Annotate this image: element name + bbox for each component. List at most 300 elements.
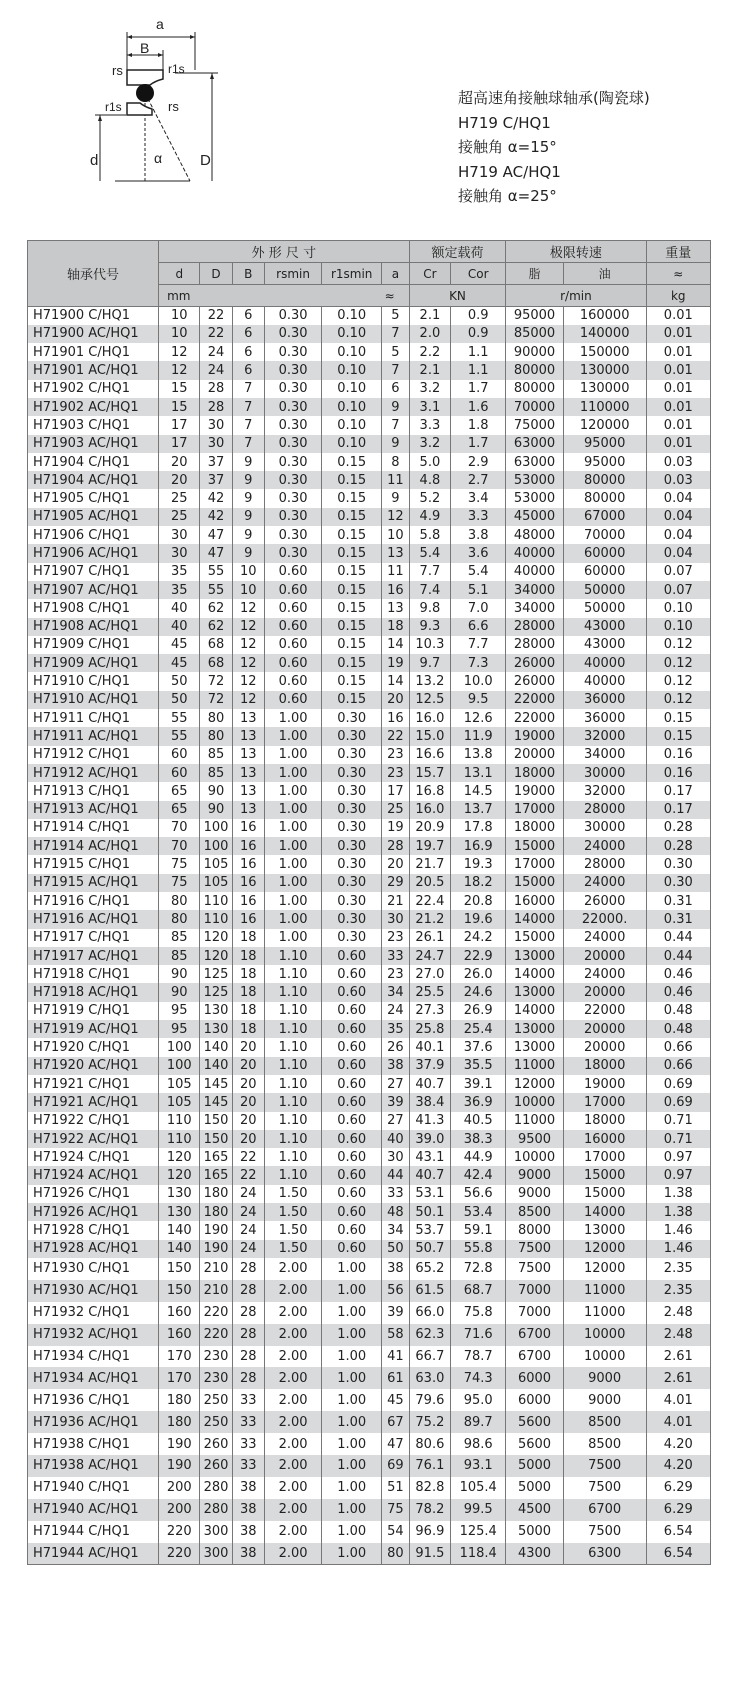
cell-speed-oil: 6700 [563,1499,646,1521]
cell-load-cr: 7.7 [409,563,450,581]
unit-mm: mm [167,288,191,303]
cell-width-B: 9 [232,526,264,544]
cell-load-cr: 16.0 [409,801,450,819]
cell-width-B: 7 [232,416,264,434]
cell-width-B: 38 [232,1499,264,1521]
cell-weight: 0.01 [646,435,710,453]
cell-rsmin: 0.30 [264,398,321,416]
cell-load-cr: 4.9 [409,508,450,526]
cell-speed-grease: 14000 [506,965,563,983]
cell-bore-d: 150 [159,1258,200,1280]
cell-weight: 0.16 [646,764,710,782]
cell-outer-D: 47 [200,544,232,562]
table-row [28,1324,711,1346]
cell-width-B: 13 [232,782,264,800]
cell-weight: 0.03 [646,471,710,489]
cell-speed-oil: 14000 [563,1203,646,1221]
cell-offset-a: 38 [382,1258,410,1280]
cell-speed-oil: 11000 [563,1280,646,1302]
cell-offset-a: 47 [382,1433,410,1455]
cell-rsmin: 1.10 [264,1130,321,1148]
cell-speed-grease: 63000 [506,435,563,453]
cell-load-cr: 37.9 [409,1057,450,1075]
cell-bearing-code: H71932 C/HQ1 [28,1302,159,1324]
cell-speed-oil: 8500 [563,1411,646,1433]
cell-outer-D: 85 [200,746,232,764]
cell-load-cor: 0.9 [451,325,506,343]
cell-r1smin: 0.60 [322,1112,382,1130]
cell-bearing-code: H71928 AC/HQ1 [28,1240,159,1258]
cell-load-cor: 19.3 [451,855,506,873]
cell-weight: 1.46 [646,1240,710,1258]
cell-speed-grease: 7500 [506,1240,563,1258]
cell-load-cr: 5.8 [409,526,450,544]
cell-bore-d: 180 [159,1389,200,1411]
header-unit-mm [159,285,410,307]
cell-weight: 0.12 [646,654,710,672]
cell-weight: 0.48 [646,1020,710,1038]
cell-speed-oil: 22000 [563,1002,646,1020]
cell-bearing-code: H71912 AC/HQ1 [28,764,159,782]
cell-rsmin: 1.00 [264,764,321,782]
cell-weight: 0.17 [646,801,710,819]
header-unit-kg: kg [646,285,710,307]
cell-bearing-code: H71922 AC/HQ1 [28,1130,159,1148]
cell-bearing-code: H71908 C/HQ1 [28,599,159,617]
cell-bearing-code: H71934 AC/HQ1 [28,1367,159,1389]
cell-r1smin: 1.00 [322,1302,382,1324]
cell-speed-grease: 90000 [506,343,563,361]
cell-width-B: 10 [232,581,264,599]
cell-weight: 0.07 [646,581,710,599]
cell-speed-oil: 32000 [563,727,646,745]
table-row [28,1002,711,1020]
cell-r1smin: 0.10 [322,361,382,379]
table-row [28,782,711,800]
cell-bearing-code: H71908 AC/HQ1 [28,618,159,636]
header-r1smin: r1smin [322,263,382,285]
cell-bearing-code: H71901 AC/HQ1 [28,361,159,379]
cell-r1smin: 0.60 [322,1057,382,1075]
cell-load-cr: 15.7 [409,764,450,782]
cell-load-cor: 53.4 [451,1203,506,1221]
cell-speed-oil: 20000 [563,1038,646,1056]
label-rs-mid: rs [168,99,179,114]
cell-speed-oil: 43000 [563,636,646,654]
cell-load-cr: 66.0 [409,1302,450,1324]
cell-outer-D: 37 [200,471,232,489]
cell-outer-D: 190 [200,1221,232,1239]
table-row [28,1346,711,1368]
table-row [28,983,711,1001]
cell-bearing-code: H71936 AC/HQ1 [28,1411,159,1433]
cell-bearing-code: H71944 AC/HQ1 [28,1543,159,1565]
cell-speed-grease: 11000 [506,1112,563,1130]
cell-r1smin: 0.10 [322,325,382,343]
cell-outer-D: 90 [200,782,232,800]
cell-rsmin: 2.00 [264,1433,321,1455]
cell-speed-grease: 53000 [506,489,563,507]
cell-offset-a: 11 [382,471,410,489]
cell-speed-oil: 13000 [563,1221,646,1239]
cell-bore-d: 15 [159,398,200,416]
cell-rsmin: 0.60 [264,563,321,581]
cell-speed-oil: 60000 [563,544,646,562]
cell-bore-d: 190 [159,1455,200,1477]
cell-width-B: 13 [232,746,264,764]
cell-load-cor: 6.6 [451,618,506,636]
cell-bore-d: 45 [159,654,200,672]
label-a: a [156,16,164,32]
cell-load-cr: 25.5 [409,983,450,1001]
cell-speed-oil: 80000 [563,489,646,507]
cell-outer-D: 130 [200,1020,232,1038]
cell-load-cor: 36.9 [451,1093,506,1111]
cell-bearing-code: H71907 C/HQ1 [28,563,159,581]
cell-speed-grease: 53000 [506,471,563,489]
cell-rsmin: 0.30 [264,325,321,343]
cell-bore-d: 150 [159,1280,200,1302]
cell-weight: 0.01 [646,307,710,325]
cell-bearing-code: H71900 AC/HQ1 [28,325,159,343]
cell-width-B: 16 [232,910,264,928]
cell-outer-D: 150 [200,1130,232,1148]
cell-outer-D: 300 [200,1521,232,1543]
cell-bearing-code: H71932 AC/HQ1 [28,1324,159,1346]
cell-width-B: 16 [232,819,264,837]
cell-width-B: 24 [232,1185,264,1203]
cell-speed-oil: 6300 [563,1543,646,1565]
cell-speed-grease: 20000 [506,746,563,764]
cell-bearing-code: H71910 C/HQ1 [28,672,159,690]
cell-speed-grease: 14000 [506,1002,563,1020]
cell-weight: 0.30 [646,874,710,892]
cell-speed-oil: 28000 [563,801,646,819]
cell-outer-D: 28 [200,380,232,398]
cell-rsmin: 1.10 [264,1075,321,1093]
cell-offset-a: 40 [382,1130,410,1148]
cell-rsmin: 2.00 [264,1521,321,1543]
cell-weight: 1.38 [646,1203,710,1221]
bearing-spec-table [27,240,711,1565]
cell-load-cr: 4.8 [409,471,450,489]
table-row [28,1258,711,1280]
cell-load-cor: 25.4 [451,1020,506,1038]
table-row [28,1240,711,1258]
cell-offset-a: 54 [382,1521,410,1543]
cell-bore-d: 180 [159,1411,200,1433]
cell-speed-oil: 18000 [563,1057,646,1075]
cell-rsmin: 0.30 [264,508,321,526]
cell-width-B: 22 [232,1166,264,1184]
cell-outer-D: 68 [200,654,232,672]
cell-rsmin: 1.00 [264,746,321,764]
cell-speed-oil: 43000 [563,618,646,636]
cell-r1smin: 0.60 [322,1093,382,1111]
cell-weight: 4.20 [646,1455,710,1477]
cell-load-cor: 13.8 [451,746,506,764]
cell-r1smin: 0.60 [322,947,382,965]
cell-load-cor: 71.6 [451,1324,506,1346]
cell-load-cor: 93.1 [451,1455,506,1477]
cell-r1smin: 0.15 [322,471,382,489]
cell-load-cr: 38.4 [409,1093,450,1111]
cell-width-B: 12 [232,672,264,690]
cell-load-cor: 3.3 [451,508,506,526]
table-row [28,892,711,910]
cell-offset-a: 5 [382,343,410,361]
cell-bearing-code: H71902 C/HQ1 [28,380,159,398]
cell-speed-oil: 12000 [563,1240,646,1258]
cell-rsmin: 2.00 [264,1367,321,1389]
cell-speed-grease: 45000 [506,508,563,526]
cell-r1smin: 0.30 [322,855,382,873]
cell-load-cr: 2.0 [409,325,450,343]
cell-rsmin: 1.10 [264,1112,321,1130]
cell-speed-oil: 24000 [563,965,646,983]
cell-bore-d: 25 [159,508,200,526]
cell-r1smin: 0.30 [322,764,382,782]
cell-load-cor: 55.8 [451,1240,506,1258]
cell-speed-grease: 16000 [506,892,563,910]
cell-speed-grease: 9000 [506,1166,563,1184]
cell-load-cor: 24.6 [451,983,506,1001]
cell-rsmin: 1.10 [264,965,321,983]
table-row [28,965,711,983]
cell-speed-oil: 26000 [563,892,646,910]
cell-width-B: 6 [232,307,264,325]
cell-bearing-code: H71903 AC/HQ1 [28,435,159,453]
cell-bearing-code: H71904 C/HQ1 [28,453,159,471]
cell-width-B: 24 [232,1240,264,1258]
cell-bore-d: 220 [159,1543,200,1565]
cell-outer-D: 30 [200,416,232,434]
cell-speed-grease: 7000 [506,1302,563,1324]
cell-weight: 2.48 [646,1302,710,1324]
cell-speed-grease: 28000 [506,618,563,636]
cell-r1smin: 0.15 [322,636,382,654]
cell-load-cor: 125.4 [451,1521,506,1543]
table-row [28,416,711,434]
cell-speed-grease: 34000 [506,581,563,599]
cell-offset-a: 33 [382,947,410,965]
cell-width-B: 9 [232,471,264,489]
cell-load-cr: 2.2 [409,343,450,361]
cell-speed-grease: 70000 [506,398,563,416]
cell-offset-a: 61 [382,1367,410,1389]
table-row [28,764,711,782]
cell-bore-d: 160 [159,1324,200,1346]
cell-r1smin: 0.60 [322,1203,382,1221]
cell-outer-D: 90 [200,801,232,819]
table-row [28,746,711,764]
cell-load-cr: 40.1 [409,1038,450,1056]
table-row [28,801,711,819]
cell-speed-grease: 5600 [506,1433,563,1455]
table-row [28,1112,711,1130]
cell-speed-oil: 140000 [563,325,646,343]
cell-load-cr: 61.5 [409,1280,450,1302]
cell-weight: 2.61 [646,1346,710,1368]
cell-offset-a: 69 [382,1455,410,1477]
cell-load-cr: 66.7 [409,1346,450,1368]
cell-load-cor: 18.2 [451,874,506,892]
cell-speed-grease: 80000 [506,380,563,398]
cell-load-cor: 1.7 [451,380,506,398]
cell-outer-D: 42 [200,489,232,507]
cell-bore-d: 100 [159,1038,200,1056]
cell-speed-oil: 70000 [563,526,646,544]
cell-rsmin: 2.00 [264,1258,321,1280]
cell-rsmin: 2.00 [264,1302,321,1324]
cell-rsmin: 2.00 [264,1389,321,1411]
table-row [28,910,711,928]
cell-offset-a: 5 [382,307,410,325]
cell-rsmin: 1.10 [264,1166,321,1184]
cell-bore-d: 45 [159,636,200,654]
cell-speed-oil: 50000 [563,581,646,599]
cell-offset-a: 56 [382,1280,410,1302]
cell-width-B: 20 [232,1075,264,1093]
cell-bore-d: 60 [159,764,200,782]
cell-width-B: 9 [232,489,264,507]
cell-load-cr: 24.7 [409,947,450,965]
cell-rsmin: 1.10 [264,1002,321,1020]
table-row [28,874,711,892]
cell-outer-D: 47 [200,526,232,544]
cell-load-cor: 59.1 [451,1221,506,1239]
cell-rsmin: 1.00 [264,929,321,947]
cell-offset-a: 18 [382,618,410,636]
cell-bearing-code: H71940 AC/HQ1 [28,1499,159,1521]
cell-load-cr: 96.9 [409,1521,450,1543]
cell-outer-D: 37 [200,453,232,471]
cell-weight: 2.35 [646,1258,710,1280]
cell-speed-grease: 34000 [506,599,563,617]
cell-bearing-code: H71914 C/HQ1 [28,819,159,837]
cell-weight: 2.35 [646,1280,710,1302]
cell-rsmin: 1.00 [264,709,321,727]
cell-width-B: 33 [232,1389,264,1411]
cell-offset-a: 23 [382,929,410,947]
cell-load-cr: 53.7 [409,1221,450,1239]
cell-speed-oil: 9000 [563,1389,646,1411]
table-row [28,526,711,544]
cell-outer-D: 145 [200,1093,232,1111]
series-c-label: H719 C/HQ1 [458,113,551,132]
cell-speed-oil: 7500 [563,1521,646,1543]
table-row [28,1057,711,1075]
cell-r1smin: 0.60 [322,1075,382,1093]
cell-load-cor: 3.6 [451,544,506,562]
cell-width-B: 12 [232,654,264,672]
header-approx: ≈ [646,263,710,285]
cell-rsmin: 1.00 [264,892,321,910]
cell-offset-a: 26 [382,1038,410,1056]
cell-speed-grease: 6700 [506,1324,563,1346]
cell-bearing-code: H71901 C/HQ1 [28,343,159,361]
header-oil: 油 [563,263,646,285]
cell-rsmin: 1.10 [264,1038,321,1056]
cell-outer-D: 68 [200,636,232,654]
cell-outer-D: 220 [200,1324,232,1346]
cell-bore-d: 80 [159,910,200,928]
cell-outer-D: 300 [200,1543,232,1565]
contact-angle-c: 接触角 α=15° [458,138,557,156]
cell-load-cr: 3.1 [409,398,450,416]
header-speed: 极限转速 [506,241,646,263]
cell-speed-grease: 14000 [506,910,563,928]
cell-load-cor: 0.9 [451,307,506,325]
cell-width-B: 28 [232,1302,264,1324]
cell-weight: 6.29 [646,1499,710,1521]
header-load: 额定载荷 [409,241,506,263]
cell-load-cor: 98.6 [451,1433,506,1455]
cell-bore-d: 90 [159,983,200,1001]
bearing-cross-section-diagram [90,15,290,205]
cell-speed-oil: 40000 [563,654,646,672]
cell-rsmin: 0.60 [264,636,321,654]
cell-bearing-code: H71910 AC/HQ1 [28,691,159,709]
cell-rsmin: 1.00 [264,837,321,855]
contact-angle-ac: 接触角 α=25° [458,187,557,205]
cell-bore-d: 40 [159,599,200,617]
cell-width-B: 7 [232,435,264,453]
cell-r1smin: 0.60 [322,1020,382,1038]
cell-bore-d: 100 [159,1057,200,1075]
cell-width-B: 13 [232,709,264,727]
cell-load-cor: 26.9 [451,1002,506,1020]
cell-outer-D: 72 [200,672,232,690]
header-cr: Cr [409,263,450,285]
cell-r1smin: 1.00 [322,1477,382,1499]
cell-offset-a: 6 [382,380,410,398]
cell-offset-a: 34 [382,1221,410,1239]
cell-load-cor: 72.8 [451,1258,506,1280]
cell-weight: 0.46 [646,983,710,1001]
cell-speed-grease: 7500 [506,1258,563,1280]
cell-bearing-code: H71911 AC/HQ1 [28,727,159,745]
cell-load-cr: 3.2 [409,435,450,453]
cell-r1smin: 1.00 [322,1411,382,1433]
cell-outer-D: 85 [200,764,232,782]
cell-width-B: 28 [232,1258,264,1280]
cell-width-B: 6 [232,325,264,343]
table-row [28,1203,711,1221]
cell-speed-grease: 19000 [506,727,563,745]
cell-weight: 0.12 [646,691,710,709]
cell-r1smin: 0.15 [322,599,382,617]
cell-speed-oil: 30000 [563,764,646,782]
table-row [28,709,711,727]
cell-load-cr: 9.7 [409,654,450,672]
cell-speed-oil: 40000 [563,672,646,690]
cell-offset-a: 9 [382,435,410,453]
table-row [28,544,711,562]
cell-offset-a: 13 [382,544,410,562]
cell-bore-d: 60 [159,746,200,764]
cell-bore-d: 95 [159,1002,200,1020]
cell-load-cr: 16.6 [409,746,450,764]
cell-offset-a: 8 [382,453,410,471]
cell-load-cor: 24.2 [451,929,506,947]
cell-offset-a: 25 [382,801,410,819]
cell-outer-D: 28 [200,398,232,416]
cell-offset-a: 27 [382,1075,410,1093]
cell-bore-d: 15 [159,380,200,398]
cell-offset-a: 12 [382,508,410,526]
cell-width-B: 18 [232,929,264,947]
